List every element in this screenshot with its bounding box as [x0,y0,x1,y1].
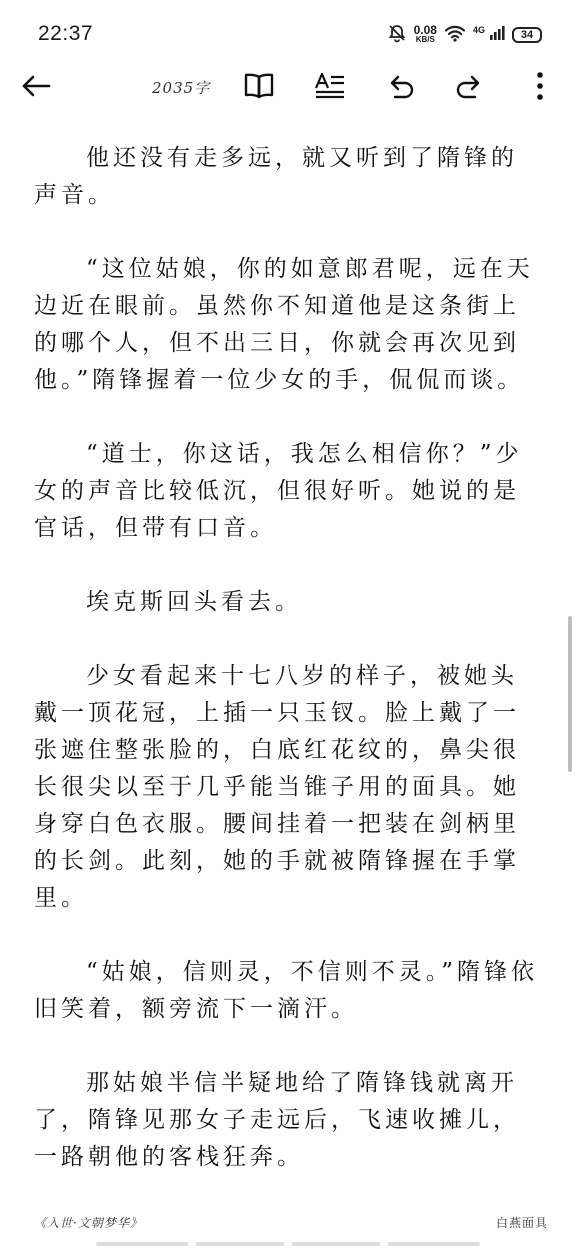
bookshelf-button[interactable] [241,70,277,106]
reading-content[interactable] [0,118,576,1204]
more-options-button[interactable] [522,70,558,106]
net-speed-value: 0.08 [413,23,437,37]
battery-icon: 34 [512,27,542,43]
chapter-title: 白燕面具 [495,1216,548,1230]
undo-icon [385,73,415,103]
reader-toolbar [0,62,576,112]
home-indicator[interactable] [96,1242,480,1246]
wifi-icon [444,24,466,46]
net-speed [414,25,437,45]
paragraph: 埃克斯回头看去。 [86,589,302,615]
back-button[interactable] [18,70,54,106]
redo-button[interactable] [452,70,488,106]
word-count: 2035字 [152,79,211,97]
net-speed-unit: KB/S [415,35,435,44]
back-arrow-icon [21,74,51,102]
paragraph: 那姑娘半信半疑地给了隋锋钱就离开了，隋锋见那女子走远后，飞速收摊儿，一路朝他的客栈狂奔。 [34,1070,520,1170]
paragraph: “道士，你这话，我怎么相信你？”少女的声音比较低沉，但很好听。她说的是官话，但带有口音。 [34,441,523,541]
paragraph: 少女看起来十七八岁的样子，被她头戴一顶花冠，上插一只玉钗。脸上戴了一张遮住整张脸的，白底红花纹的，鼻尖很长很尖以至于几乎能当锥子用的面具。她身穿白色衣服。腰间挂着一把装在剑柄里的长剑。此刻，她的手就被隋锋握在手掌里。 [34,663,520,911]
paragraph: “姑娘，信则灵，不信则不灵。”隋锋依旧笑着，额旁流下一滴汗。 [34,959,539,1022]
signal-icon [489,25,505,45]
redo-icon [455,73,485,103]
text-format-button[interactable] [312,70,348,106]
book-icon [243,72,275,104]
text-format-icon [314,72,346,104]
scrollbar[interactable] [568,616,572,772]
mute-bell-icon [387,23,407,47]
more-icon [535,71,545,105]
status-bar [0,0,576,70]
paragraph: “这位姑娘，你的如意郎君呢，远在天边近在眼前。虽然你不知道他是这条街上的哪个人，但不出三日，你就会再次见到他。”隋锋握着一位少女的手，侃侃而谈。 [34,256,534,393]
book-title: 《入世·文朝梦华》 [34,1216,143,1230]
status-time: 22:37 [38,22,94,45]
undo-button[interactable] [382,70,418,106]
network-type: 4G [472,25,485,35]
status-icons [387,22,542,48]
paragraph: 他还没有走多远，就又听到了隋锋的声音。 [34,145,518,208]
